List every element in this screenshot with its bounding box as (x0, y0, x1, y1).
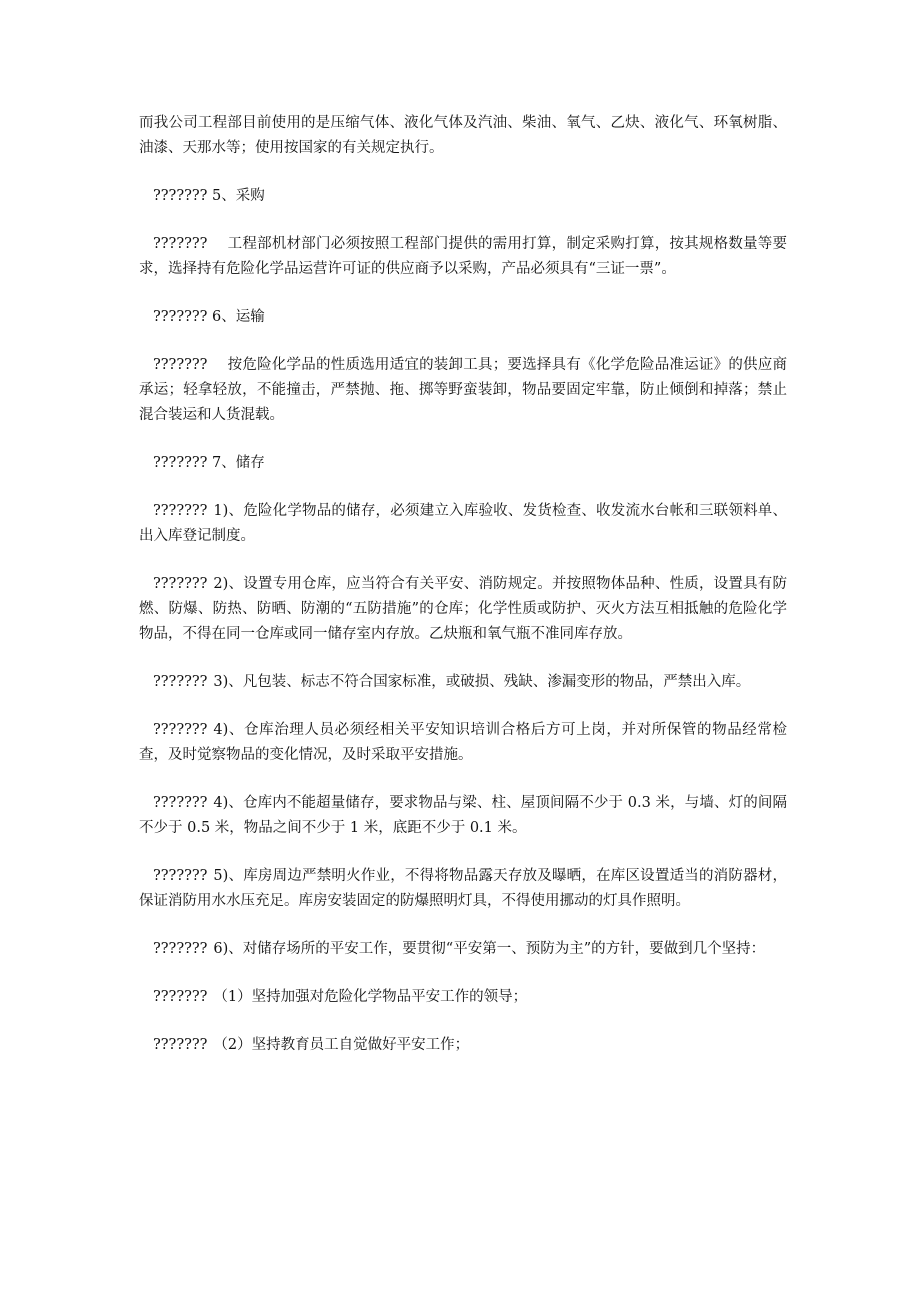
paragraph-prefix: ??????? (153, 455, 208, 471)
paragraph-prefix: ??????? (153, 674, 208, 690)
paragraph-text: 工程部机材部门必须按照工程部门提供的需用打算，制定采购打算，按其规格数量等要求，选择持有危险化学品运营许可证的供应商予以采购，产品必须具有“三证一票”。 (139, 236, 787, 277)
paragraph-prefix: ??????? (153, 503, 208, 519)
section-heading-transport (139, 305, 787, 330)
paragraph-storage-4b (139, 791, 787, 841)
paragraph-prefix: ??????? (153, 795, 208, 811)
paragraph-prefix: ??????? (153, 868, 208, 884)
section-heading-procurement (139, 184, 787, 209)
document-page (139, 111, 787, 1081)
paragraph-text: 按危险化学品的性质选用适宜的装卸工具；要选择具有《化学危险品准运证》的供应商承运；轻拿轻放，不能撞击，严禁抛、拖、掷等野蛮装卸，物品要固定牢靠，防止倾倒和掉落；禁止混合装运和人货混载。 (139, 357, 787, 423)
paragraph-prefix: ??????? (153, 989, 208, 1005)
paragraph-intro (139, 111, 787, 161)
paragraph-storage-3 (139, 670, 787, 695)
paragraph-text: 6)、对储存场所的平安工作，要贯彻“平安第一、预防为主”的方针，要做到几个坚持： (213, 941, 766, 957)
paragraph-text: 4)、仓库内不能超量储存，要求物品与梁、柱、屋顶间隔不少于 0.3 米，与墙、灯的间隔不少于 0.5 米，物品之间不少于 1 米，底距不少于 0.1 米。 (139, 795, 787, 836)
paragraph-text: （2）坚持教育员工自觉做好平安工作； (213, 1037, 470, 1053)
paragraph-prefix: ??????? (153, 188, 208, 204)
paragraph-prefix: ??????? (153, 1037, 208, 1053)
paragraph-prefix: ??????? (153, 357, 208, 373)
list-item-1 (139, 985, 787, 1010)
paragraph-storage-4a (139, 718, 787, 768)
paragraph-text: 5)、库房周边严禁明火作业，不得将物品露天存放及曝晒，在库区设置适当的消防器材，保证消防用水水压充足。库房安装固定的防爆照明灯具，不得使用挪动的灯具作照明。 (139, 868, 787, 909)
paragraph-storage-5 (139, 864, 787, 914)
paragraph-prefix: ??????? (153, 309, 208, 325)
paragraph-text: 3)、凡包装、标志不符合国家标准，或破损、残缺、渗漏变形的物品，严禁出入库。 (213, 674, 751, 690)
paragraph-text: 2)、设置专用仓库，应当符合有关平安、消防规定。并按照物体品种、性质，设置具有防燃、防爆、防热、防晒、防潮的“五防措施”的仓库；化学性质或防护、灭火方法互相抵触的危险化学物品，不得在同一仓库或同一储存室内存放。乙炔瓶和氧气瓶不准同库存放。 (139, 576, 787, 642)
paragraph-text: 7、储存 (212, 455, 265, 471)
paragraph-text: 4)、仓库治理人员必须经相关平安知识培训合格后方可上岗，并对所保管的物品经常检查，及时觉察物品的变化情况，及时采取平安措施。 (139, 722, 787, 763)
paragraph-storage-2 (139, 572, 787, 647)
paragraph-prefix: ??????? (153, 941, 208, 957)
paragraph-text: 1)、危险化学物品的储存，必须建立入库验收、发货检查、收发流水台帐和三联领料单、出入库登记制度。 (139, 503, 787, 544)
paragraph-storage-6 (139, 937, 787, 962)
paragraph-text: 6、运输 (212, 309, 265, 325)
list-item-2 (139, 1033, 787, 1058)
paragraph-storage-1 (139, 499, 787, 549)
paragraph-text: 5、采购 (212, 188, 265, 204)
paragraph-text: （1）坚持加强对危险化学物品平安工作的领导； (213, 989, 528, 1005)
paragraph-prefix: ??????? (153, 722, 208, 738)
paragraph-procurement (139, 232, 787, 282)
paragraph-transport (139, 353, 787, 428)
section-heading-storage (139, 451, 787, 476)
paragraph-prefix: ??????? (153, 236, 208, 252)
paragraph-text: 而我公司工程部目前使用的是压缩气体、液化气体及汽油、柴油、氧气、乙炔、液化气、环氧树脂、油漆、天那水等；使用按国家的有关规定执行。 (139, 115, 787, 156)
paragraph-prefix: ??????? (153, 576, 208, 592)
